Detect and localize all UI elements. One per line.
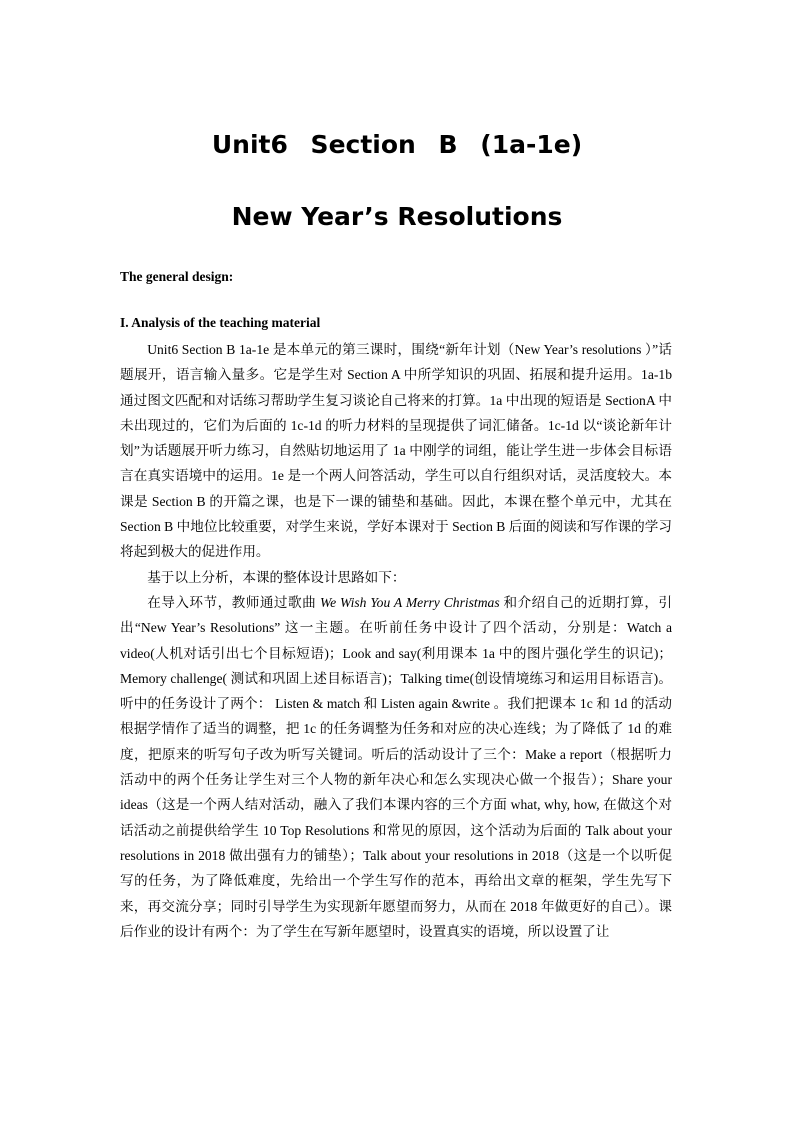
analysis-heading: I. Analysis of the teaching material [120,315,321,330]
document-title: Unit6 Section B (1a-1e) [211,130,583,159]
paragraph-analysis: Unit6 Section B 1a-1e 是本单元的第三课时，围绕“新年计划（New Year’s resolutions ）”话题展开，语言输入量多。它是学生对 Section A 中所学知识的巩固、拓展和提升运用。1a-1b 通过图文匹配和对话练习帮助学生复习谈论自己将来的打算。1a 中出现的短语是 SectionA 中未出现过的，它们为后面的 1c-1d 的听力材料的呈现提供了词汇储备。1c-1d 以“谈论新年计划”为话题展开听力练习，自然贴切地运用了 1a 中刚学的词组，能让学生进一步体会目标语言在真实语境中的运用。1e 是一个两人问答活动，学生可以自行组织对话，灵活度较大。本课是 Section B 的开篇之课，也是下一课的铺垫和基础。因此，本课在整个单元中，尤其在 Section B 中地位比较重要，对学生来说，学好本课对于 Section B 后面的阅读和写作课的学习将起到极大的促进作用。 [120,342,672,560]
paragraph-design-rest: 和介绍自己的近期打算，引出“New Year’s Resolutions” 这一主题。在听前任务中设计了四个活动，分别是：Watch a video(人机对话引出七个目标短语)；Look and say(利用课本 1a 中的图片强化学生的识记)；Memory challenge( 测试和巩固上述目标语言)；Talking time(创设情境练习和运用目标语言)。听中的任务设计了两个： Listen & match 和 Listen again &write 。我们把课本 1c 和 1d 的活动根据学情作了适当的调整，把 1c 的任务调整为任务和对应的决心连线；为了降低了 1d 的难度，把原来的听写句子改为听写关键词。听后的活动设计了三个：Make a report（根据听力活动中的两个任务让学生对三个人物的新年决心和怎么实现决心做一个报告）；Share your ideas（这是一个两人结对活动，融入了我们本课内容的三个方面 what, why, how, 在做这个对话活动之前提供给学生 10 Top Resolutions 和常见的原因，这个活动为后面的 Talk about your resolutions in 2018 做出强有力的铺垫）；Talk about your resolutions in 2018（这是一个以听促写的任务，为了降低难度，先给出一个学生写作的范本，再给出文章的框架，学生先写下来，再交流分享；同时引导学生为实现新年愿望而努力，从而在 2018 年做更好的自己）。课后作业的设计有两个：为了学生在写新年愿望时，设置真实的语境，所以设置了让 [120,594,672,939]
paragraph-summary: 基于以上分析，本课的整体设计思路如下： [147,569,406,585]
general-design-heading: The general design: [120,269,234,284]
body-text [120,337,672,944]
paragraph-design [120,590,672,944]
paragraph-design-lead: 在导入环节，教师通过歌曲 [147,594,321,610]
song-title: We Wish You A Merry Christmas [320,594,500,610]
document-subtitle: New Year’s Resolutions [231,202,563,231]
